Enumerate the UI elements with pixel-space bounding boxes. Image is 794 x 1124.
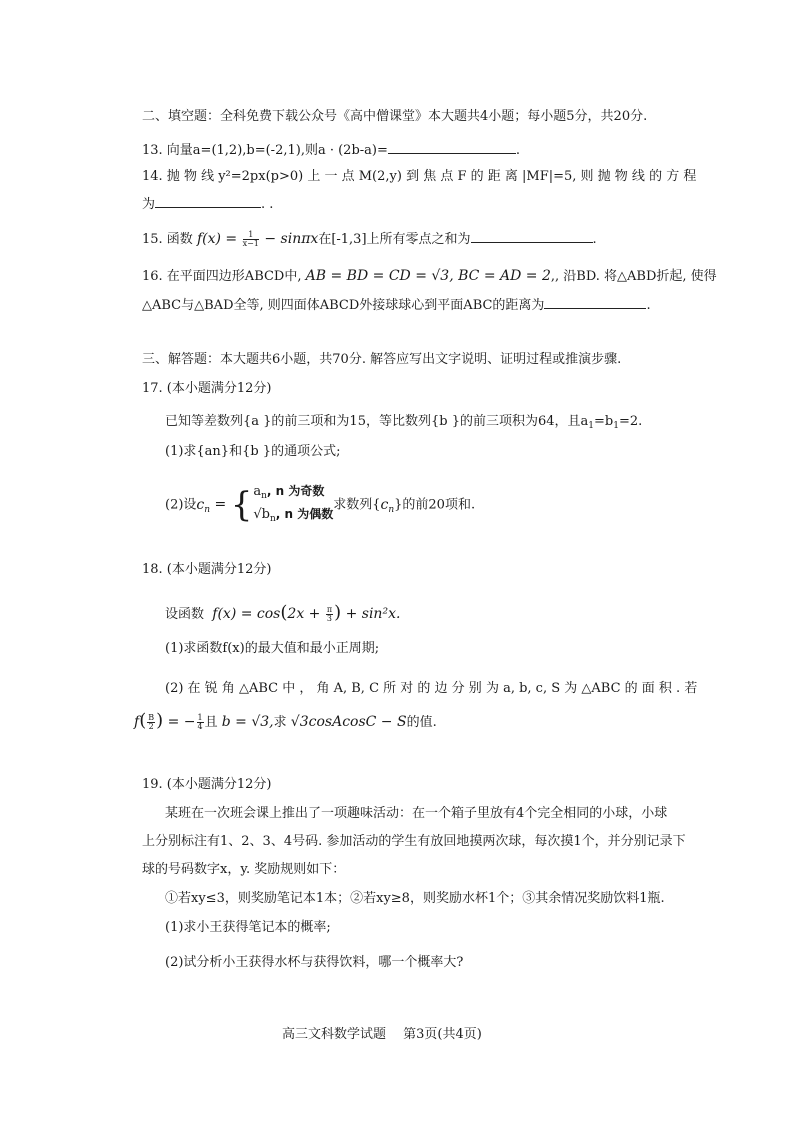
q16-line2 [142,296,651,315]
page-footer: 高三文科数学试题 第3页(共4页) [282,1027,482,1042]
q15-func-rest: − sinπx [259,231,319,247]
q17-part2: (2)设$c_n$ = { $a_n$, n 为奇数 $√b_n$, n 为偶数 求数列$\{c_n\}$的前20项和. [165,482,475,530]
q18-stem: 设函数 f(x) = cos(2x + $\frac{\pi}{3}$ ) + sin²x. [165,602,401,623]
q15-end: . [592,232,597,247]
q17-cases: $a_n$, n 为奇数 $√b_n$, n 为偶数 [253,484,334,524]
q14-answer-blank[interactable] [155,195,261,208]
q14-line2 [142,195,273,214]
q15-prefix: 15. 函数 [142,232,193,247]
q16-math: AB = BD = CD = √3, BC = AD = 2 [305,268,551,284]
q17-cn: $c_n$ [196,496,211,515]
q16-line1 [142,267,717,286]
q18-title: 18. (本小题满分12分) [142,562,272,577]
q14-line1: 14. 抛 物 线 y²=2px(p>0) 上 一 点 M(2,y) 到 焦 点 F 的 距 离 |MF|=5, 则 抛 物 线 的 方 程 [142,169,697,184]
section3-header: 三、解答题：本大题共6小题，共70分. 解答应写出文字说明、证明过程或推演步骤. [142,352,622,367]
q15-suffix: 在[-1,3]上所有零点之和为 [318,232,471,247]
q19-part2: (2)试分析小王获得水杯与获得饮料，哪一个概率大? [165,955,464,970]
q15-func-lhs: f(x) = [196,231,242,247]
q17-title: 17. (本小题满分12分) [142,381,272,396]
q18-part2-line2: f( $\frac{B}{2}$ ) = − $\frac{1}{4}$ 且 b = √3,求 √3cosAcosC − S的值. [134,710,437,731]
q17-brace: { [230,485,253,525]
q19-rules: ①若xy≤3，则奖励笔记本1本；②若xy≥8，则奖励水杯1个；③其余情况奖励饮料1瓶. [165,891,665,906]
q15-fraction: $\frac{1}{x-1}$ [242,230,259,248]
section2-header: 二、填空题：全科免费下载公众号《高中僧课堂》本大题共4小题；每小题5分，共20分. [142,109,648,124]
question-13 [142,141,520,160]
q17-stem: 已知等差数列{a }的前三项和为15，等比数列{b }的前三项积为64，且$a_1=b_1=2$. [165,414,643,431]
question-15 [142,230,597,249]
q16-answer-blank[interactable] [544,296,646,309]
q19-part1: (1)求小王获得笔记本的概率; [165,920,331,935]
q13-end: . [515,143,521,158]
q19-line2: 上分别标注有1、2、3、4号码. 参加活动的学生有放回地摸两次球，每次摸1个，并分别记录下 [142,834,686,849]
q14-line2-end: . . [261,197,274,212]
q16-line1-end: ,, 沿BD. 将△ABD折起, 使得 [550,269,717,284]
q14-line2-start: 为 [142,197,156,212]
q15-answer-blank[interactable] [471,230,593,243]
q13-answer-blank[interactable] [388,141,516,154]
q19-line3: 球的号码数字x，y. 奖励规则如下： [142,862,346,877]
q19-line1: 某班在一次班会课上推出了一项趣味活动：在一个箱子里放有4个完全相同的小球，小球 [165,806,668,821]
q18-part1: (1)求函数f(x)的最大值和最小正周期; [165,641,380,656]
q17-part1: (1)求{an}和{b }的通项公式; [165,444,341,459]
q19-title: 19. (本小题满分12分) [142,777,272,792]
q16-line2-text: △ABC与△BAD全等, 则四面体ABCD外接球球心到平面ABC的距离为 [142,298,545,313]
q13-text: 13. 向量a=(1,2),b=(-2,1),则a · (2b-a)= [142,143,388,158]
q18-part2-line1: (2) 在 锐 角 △ABC 中 ， 角 A, B, C 所 对 的 边 分 别 为 a, b, c, S 为 △ABC 的 面 积 . 若 [165,681,698,696]
q16-prefix: 16. 在平面四边形ABCD中, [142,269,302,284]
q16-end: . [646,298,651,313]
